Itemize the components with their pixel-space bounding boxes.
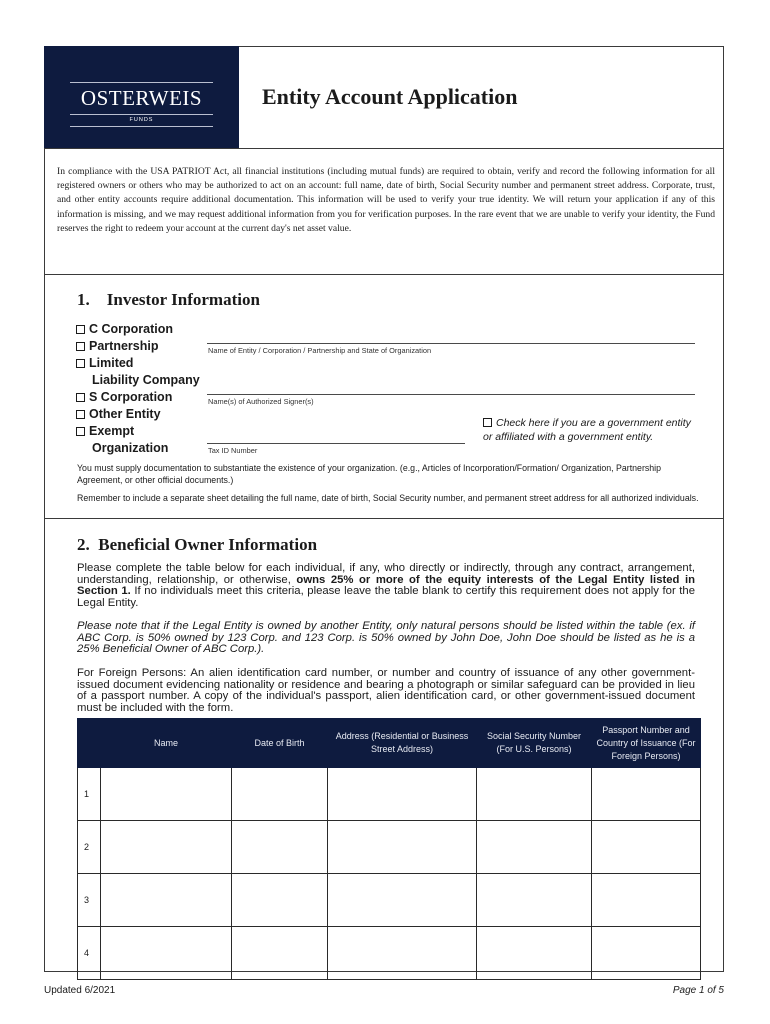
column-header-number [78,719,101,768]
table-row [78,821,701,874]
row-number: 1 [78,768,101,821]
address-cell[interactable] [328,768,477,821]
authorized-individuals-note: Remember to include a separate sheet detailing the full name, date of birth, Social Security number, and permanent street address for all authorized individuals. [77,493,699,503]
dob-cell[interactable] [232,821,328,874]
checkbox-icon[interactable] [76,393,85,402]
logo-rule-bottom [70,126,213,127]
updated-date: Updated 6/2021 [44,985,116,996]
checkbox-c-corporation[interactable]: C Corporation [76,321,200,338]
column-header-ssn: Social Security Number (For U.S. Persons) [477,719,592,768]
authorized-signers-field[interactable] [207,394,695,395]
checkbox-icon[interactable] [483,418,492,427]
divider [44,148,724,149]
dob-cell[interactable] [232,768,328,821]
row-number: 3 [78,874,101,927]
checkbox-s-corporation[interactable]: S Corporation [76,389,200,406]
name-cell[interactable] [101,874,232,927]
section1-title-text: Investor Information [106,290,260,309]
entity-name-label: Name of Entity / Corporation / Partnership and State of Organization [208,346,432,355]
dob-cell[interactable] [232,874,328,927]
entity-name-field[interactable] [207,343,695,344]
government-entity-checkbox[interactable]: Check here if you are a government entity or affiliated with a government entity. [483,417,691,443]
checkbox-icon[interactable] [76,342,85,351]
section2-number: 2. [77,535,90,554]
section2-title-text: Beneficial Owner Information [98,535,318,554]
exempt-label-cont: Organization [92,441,169,455]
page-title: Entity Account Application [262,84,518,109]
tax-id-field[interactable] [207,443,465,444]
table-header-row [78,719,701,768]
checkbox-icon[interactable] [76,410,85,419]
ssn-cell[interactable] [477,768,592,821]
name-cell[interactable] [101,768,232,821]
llc-label-cont: Liability Company [92,373,200,387]
section1-title [77,290,260,310]
osterweis-logo [44,46,239,148]
ssn-cell[interactable] [477,874,592,927]
table-row [78,874,701,927]
checkbox-icon[interactable] [76,427,85,436]
documentation-note: You must supply documentation to substantiate the existence of your organization. (e.g., Articles of Incorporation/Formation/ Organization, Partnership Agreement, or other official documents.) [77,463,662,485]
authorized-signers-label: Name(s) of Authorized Signer(s) [208,397,314,406]
checkbox-other-entity[interactable]: Other Entity [76,406,200,423]
logo-rule-mid [70,114,213,115]
column-header-name: Name [101,719,232,768]
checkbox-partnership[interactable]: Partnership [76,338,200,355]
beneficial-owner-table [77,718,701,980]
section1-number: 1. [77,290,90,309]
checkbox-exempt-organization[interactable]: Exempt [76,423,200,440]
ssn-cell[interactable] [477,821,592,874]
logo-text: OSTERWEIS [80,86,203,110]
logo-sub: FUNDS [129,117,154,123]
divider [44,274,724,275]
passport-cell[interactable] [592,768,701,821]
row-number: 4 [78,927,101,980]
passport-cell[interactable] [592,874,701,927]
ssn-cell[interactable] [477,927,592,980]
column-header-passport: Passport Number and Country of Issuance (For Foreign Persons) [592,719,701,768]
beneficial-owner-instructions: Please complete the table below for each individual, if any, who directly or indirectly, through any contract, arrangement, understanding, relationship, or otherwise, owns 25% or more of the equity interests of the Legal Entity listed in Section 1. If no individuals meet this criteria, please leave the table blank to certify this requirement does not apply for the Legal Entity. [77,562,696,609]
section2-title [77,535,317,555]
address-cell[interactable] [328,927,477,980]
table-row [78,927,701,980]
name-cell[interactable] [101,927,232,980]
divider [44,518,724,519]
checkbox-icon[interactable] [76,325,85,334]
intro-paragraph: In compliance with the USA PATRIOT Act, all financial institutions (including mutual funds) are required to obtain, verify and record the following information for all registered owners or others who may be authorized to act on an account: full name, date of birth, Social Security number and permanent street address. Corporate, trust, and other entity accounts require additional documentation. This information will be used to verify your true identity. We will return your application if any of this information is missing, and we may request additional information from you for verification purposes. In the rare event that we are unable to verify your identity, the Fund reserves the right to redeem your account at the current day's net asset value. [57,166,715,234]
logo-rule-top [70,82,213,83]
row-number: 2 [78,821,101,874]
legal-entity-note: Please note that if the Legal Entity is owned by another Entity, only natural persons should be listed within the table (ex. if ABC Corp. is 50% owned by 123 Corp. and 123 Corp. is 50% owned by John Doe, John Doe should be listed as he is a 25% Beneficial Owner of ABC Corp.). [77,620,695,656]
page-number: Page 1 of 5 [672,985,724,996]
tax-id-label: Tax ID Number [208,446,258,455]
column-header-address: Address (Residential or Business Street Address) [328,719,477,768]
address-cell[interactable] [328,874,477,927]
name-cell[interactable] [101,821,232,874]
table-row [78,768,701,821]
passport-cell[interactable] [592,821,701,874]
dob-cell[interactable] [232,927,328,980]
address-cell[interactable] [328,821,477,874]
foreign-persons-note: For Foreign Persons: An alien identification card number, or number and country of issuance of any other government-issued document evidencing nationality or residence and bearing a photograph or similar safeguard can be provided in lieu of a passport number. A copy of the individual's passport, alien identification card, or other government-issued document must be included with the form. [77,667,695,714]
checkbox-icon[interactable] [76,359,85,368]
column-header-dob: Date of Birth [232,719,328,768]
entity-type-checklist [76,321,200,457]
passport-cell[interactable] [592,927,701,980]
checkbox-llc[interactable]: Limited [76,355,200,372]
